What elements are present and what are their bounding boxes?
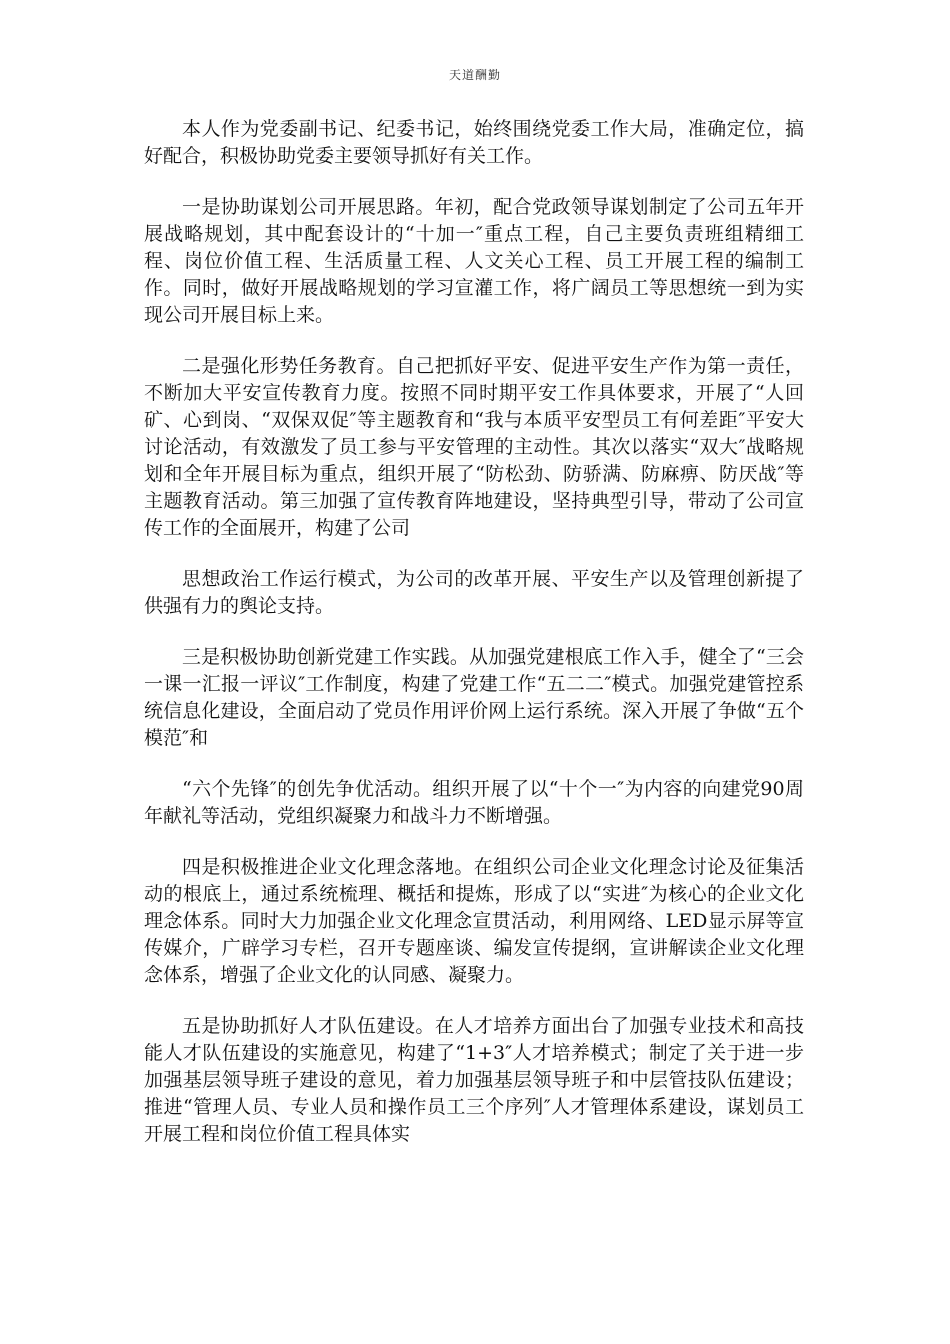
- paragraph-2-continued: 思想政治工作运行模式，为公司的改革开展、平安生产以及管理创新提了供强有力的舆论支持。: [144, 568, 804, 617]
- paragraph-2-education: 二是强化形势任务教育。自己把抓好平安、促进平安生产作为第一责任，不断加大平安宣传教育力度。按照不同时期平安工作具体要求，开展了“人回矿、心到岗、“双保双促″等主题教育和“我与本质平安型员工有何差距″平安大讨论活动，有效激发了员工参与平安管理的主动性。其次以落实“双大″战略规划和全年开展目标为重点，组织开展了“防松劲、防骄满、防麻痹、防厌战″等主题教育活动。第三加强了宣传教育阵地建设，坚持典型引导，带动了公司宣传工作的全面展开，构建了公司: [144, 355, 804, 539]
- paragraph-5-talent: 五是协助抓好人才队伍建设。在人才培养方面出台了加强专业技术和高技能人才队伍建设的实施意见，构建了“1+3″人才培养模式；制定了关于进一步加强基层领导班子建设的意见，着力加强基层领导班子和中层管技队伍建设；推进“管理人员、专业人员和操作员工三个序列″人才管理体系建设，谋划员工开展工程和岗位价值工程具体实: [144, 1015, 804, 1145]
- document-body: [144, 116, 804, 1172]
- paragraph-3-continued: “六个先锋″的创先争优活动。组织开展了以“十个一″为内容的向建党90周年献礼等活动，党组织凝聚力和战斗力不断增强。: [144, 778, 804, 827]
- paragraph-3-party-building: 三是积极协助创新党建工作实践。从加强党建根底工作入手，健全了“三会一课一汇报一评议″工作制度，构建了党建工作“五二二″模式。加强党建管控系统信息化建设，全面启动了党员作用评价网上运行系统。深入开展了争做“五个模范″和: [144, 646, 804, 749]
- paragraph-intro: 本人作为党委副书记、纪委书记，始终围绕党委工作大局，准确定位，搞好配合，积极协助党委主要领导抓好有关工作。: [144, 118, 804, 167]
- paragraph-4-culture: 四是积极推进企业文化理念落地。在组织公司企业文化理念讨论及征集活动的根底上，通过系统梳理、概括和提炼，形成了以“实进″为核心的企业文化理念体系。同时大力加强企业文化理念宣贯活动，利用网络、LED显示屏等宣传媒介，广辟学习专栏，召开专题座谈、编发宣传提纲，宣讲解读企业文化理念体系，增强了企业文化的认同感、凝聚力。: [144, 856, 804, 986]
- paragraph-1-strategy: 一是协助谋划公司开展思路。年初，配合党政领导谋划制定了公司五年开展战略规划，其中配套设计的“十加一″重点工程，自己主要负责班组精细工程、岗位价值工程、生活质量工程、人文关心工程、员工开展工程的编制工作。同时，做好开展战略规划的学习宣灌工作，将广阔员工等思想统一到为实现公司开展目标上来。: [144, 196, 804, 326]
- page-header: 天道酬勤: [448, 68, 501, 82]
